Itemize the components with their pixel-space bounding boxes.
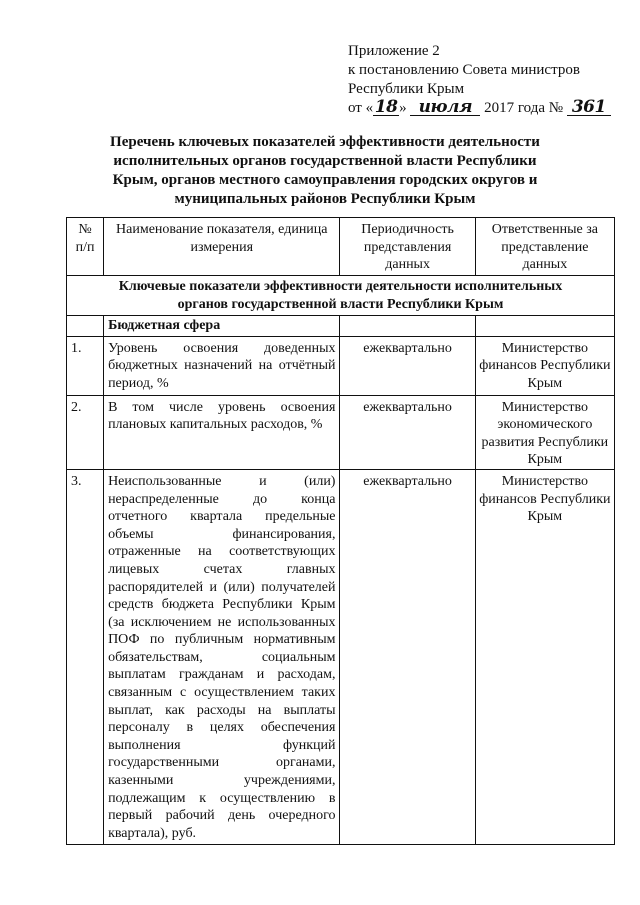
date-year: 2017 года № bbox=[480, 100, 564, 116]
date-prefix: от « bbox=[348, 100, 374, 116]
row-period: ежеквартально bbox=[340, 395, 475, 469]
row-responsible: Министерство экономического развития Республики Крым bbox=[475, 395, 614, 469]
header-responsible: Ответственные за представление данных bbox=[475, 218, 614, 276]
section-title: Ключевые показатели эффективности деятельности исполнительных органов государственной власти Республики Крым bbox=[67, 276, 615, 316]
indicators-table bbox=[66, 217, 615, 845]
doc-number-handwritten: 361 bbox=[567, 99, 611, 116]
table-header-row bbox=[67, 218, 615, 276]
row-period: ежеквартально bbox=[340, 469, 475, 844]
row-name: Неиспользованные и (или) нераспределенные до конца отчетного квартала предельные объемы финансирования, отраженные на соответствующих лицевых счетах главных распорядителей и (или) получателей средств бюджета Республики Крым (за исключением не использованных ПОФ по публичным нормативным обязательствам, социальным выплатам гражданам и расходам, связанным с осуществлением таких выплат, как расходы на выплаты персоналу в целях обеспечения выполнения функций государственными органами, казенными учреждениями, подлежащим к осуществлению в первый рабочий день очередного квартала), руб. bbox=[104, 469, 340, 844]
subsection-title: Бюджетная сфера bbox=[104, 316, 340, 337]
document-title: Перечень ключевых показателей эффективности деятельности исполнительных органов государственной власти Республики Крым, органов местного самоуправления городских округов и муниципальных районов Республики Крым bbox=[110, 134, 540, 207]
subsection-num-cell bbox=[67, 316, 104, 337]
subsection-responsible-cell bbox=[475, 316, 614, 337]
appendix-line-3: Республики Крым bbox=[348, 81, 465, 97]
row-num: 1. bbox=[67, 336, 104, 395]
subsection-row bbox=[67, 316, 615, 337]
row-responsible: Министерство финансов Республики Крым bbox=[475, 336, 614, 395]
row-num: 3. bbox=[67, 469, 104, 844]
date-day-handwritten: 18 bbox=[374, 97, 398, 117]
subsection-period-cell bbox=[340, 316, 475, 337]
section-row bbox=[67, 276, 615, 316]
row-name: Уровень освоения доведенных бюджетных назначений на отчётный период, % bbox=[104, 336, 340, 395]
table-row bbox=[67, 336, 615, 395]
table-row bbox=[67, 469, 615, 844]
row-period: ежеквартально bbox=[340, 336, 475, 395]
date-mid: » bbox=[399, 100, 411, 116]
row-num: 2. bbox=[67, 395, 104, 469]
row-responsible: Министерство финансов Республики Крым bbox=[475, 469, 614, 844]
appendix-date-line bbox=[348, 99, 628, 118]
appendix-line-2: к постановлению Совета министров bbox=[348, 62, 580, 78]
date-month-handwritten: июля bbox=[410, 99, 480, 116]
table-row bbox=[67, 395, 615, 469]
header-num: № п/п bbox=[67, 218, 104, 276]
header-period: Периодичность представления данных bbox=[340, 218, 475, 276]
appendix-line-1: Приложение 2 bbox=[348, 43, 440, 59]
header-name: Наименование показателя, единица измерения bbox=[104, 218, 340, 276]
row-name: В том числе уровень освоения плановых капитальных расходов, % bbox=[104, 395, 340, 469]
appendix-block bbox=[348, 42, 628, 118]
